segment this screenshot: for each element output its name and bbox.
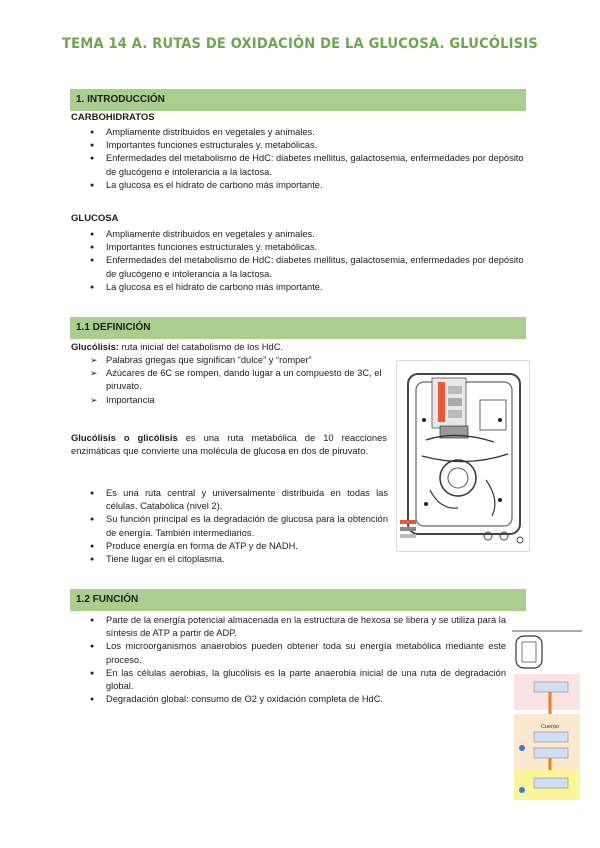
list-item: ➢ Importancia xyxy=(90,394,388,407)
list-item: ● En las células aerobias, la glucólisis es la parte anaerobia inicial de una ruta de degradación global. xyxy=(90,667,506,693)
definition-text: ruta inicial del catabolismo de los HdC. xyxy=(118,341,284,352)
subheading-glucosa: GLUCOSA xyxy=(71,213,119,224)
list-item: ● La glucosa es el hidrato de carbono más importante. xyxy=(90,281,535,294)
section-heading-definicion: 1.1 DEFINICIÓN xyxy=(70,317,526,339)
list-item: ● Tiene lugar en el citoplasma. xyxy=(90,553,388,566)
definition-bullet-list xyxy=(90,487,388,566)
definition-term: Glucólisis: xyxy=(71,341,119,352)
metabolic-map-figure xyxy=(396,360,530,552)
list-item: ● Importantes funciones estructurales y. metabólicas. xyxy=(90,139,535,152)
definition-line xyxy=(71,340,391,353)
paragraph-text: es una ruta metabólica de 10 reacciones enzimáticas que convierte una molécula de glucosa en dos de piruvato. xyxy=(71,432,387,457)
list-item: ➢ Azúcares de 6C se rompen, dando lugar a un compuesto de 3C, el piruvato. xyxy=(90,367,388,393)
section-heading-funcion: 1.2 FUNCIÓN xyxy=(70,589,526,611)
list-item: ● Ampliamente distribuidos en vegetales y animales. xyxy=(90,228,535,241)
list-item: ● Su función principal es la degradación de glucosa para la obtención de energía. También intermediarios. xyxy=(90,513,388,539)
list-item: ● Enfermedades del metabolismo de HdC: diabetes mellitus, galactosemia, enfermedades por depósito de glucógeno e intolerancia a la lactosa. xyxy=(90,152,535,178)
figure2-center-label: Cuerpo xyxy=(540,724,560,730)
list-item: ● Degradación global: consumo de O2 y oxidación completa de HdC. xyxy=(90,693,506,706)
list-item: ● Ampliamente distribuidos en vegetales y animales. xyxy=(90,126,535,139)
funcion-list xyxy=(90,614,506,706)
carbohidratos-list xyxy=(90,126,535,192)
list-item: ● Produce energía en forma de ATP y de NADH. xyxy=(90,540,388,553)
degradation-flow-figure xyxy=(512,630,582,802)
definition-arrow-list xyxy=(90,354,388,407)
list-item: ● La glucosa es el hidrato de carbono más importante. xyxy=(90,179,535,192)
list-item: ● Enfermedades del metabolismo de HdC: diabetes mellitus, galactosemia, enfermedades por depósito de glucógeno e intolerancia a la lactosa. xyxy=(90,254,535,280)
list-item: ● Es una ruta central y universalmente distribuida en todas las células. Catabólica (nivel 2). xyxy=(90,487,388,513)
glucolisis-paragraph xyxy=(71,431,387,457)
list-item: ● Los microorganismos anaerobios pueden obtener toda su energía metabólica mediante este proceso. xyxy=(90,640,506,666)
list-item: ➢ Palabras griegas que significan “dulce” y “romper” xyxy=(90,354,388,367)
list-item: ● Parte de la energía potencial almacenada en la estructura de hexosa se libera y se utiliza para la síntesis de ATP a partir de ADP. xyxy=(90,614,506,640)
list-item: ● Importantes funciones estructurales y. metabólicas. xyxy=(90,241,535,254)
section-heading-introduccion: 1. INTRODUCCIÓN xyxy=(70,89,526,111)
subheading-carbohidratos: CARBOHIDRATOS xyxy=(71,112,155,123)
glucosa-list xyxy=(90,228,535,294)
paragraph-term: Glucólisis o glicólisis xyxy=(71,432,178,443)
page-title: TEMA 14 A. RUTAS DE OXIDACIÓN DE LA GLUCOSA. GLUCÓLISIS xyxy=(62,36,538,52)
